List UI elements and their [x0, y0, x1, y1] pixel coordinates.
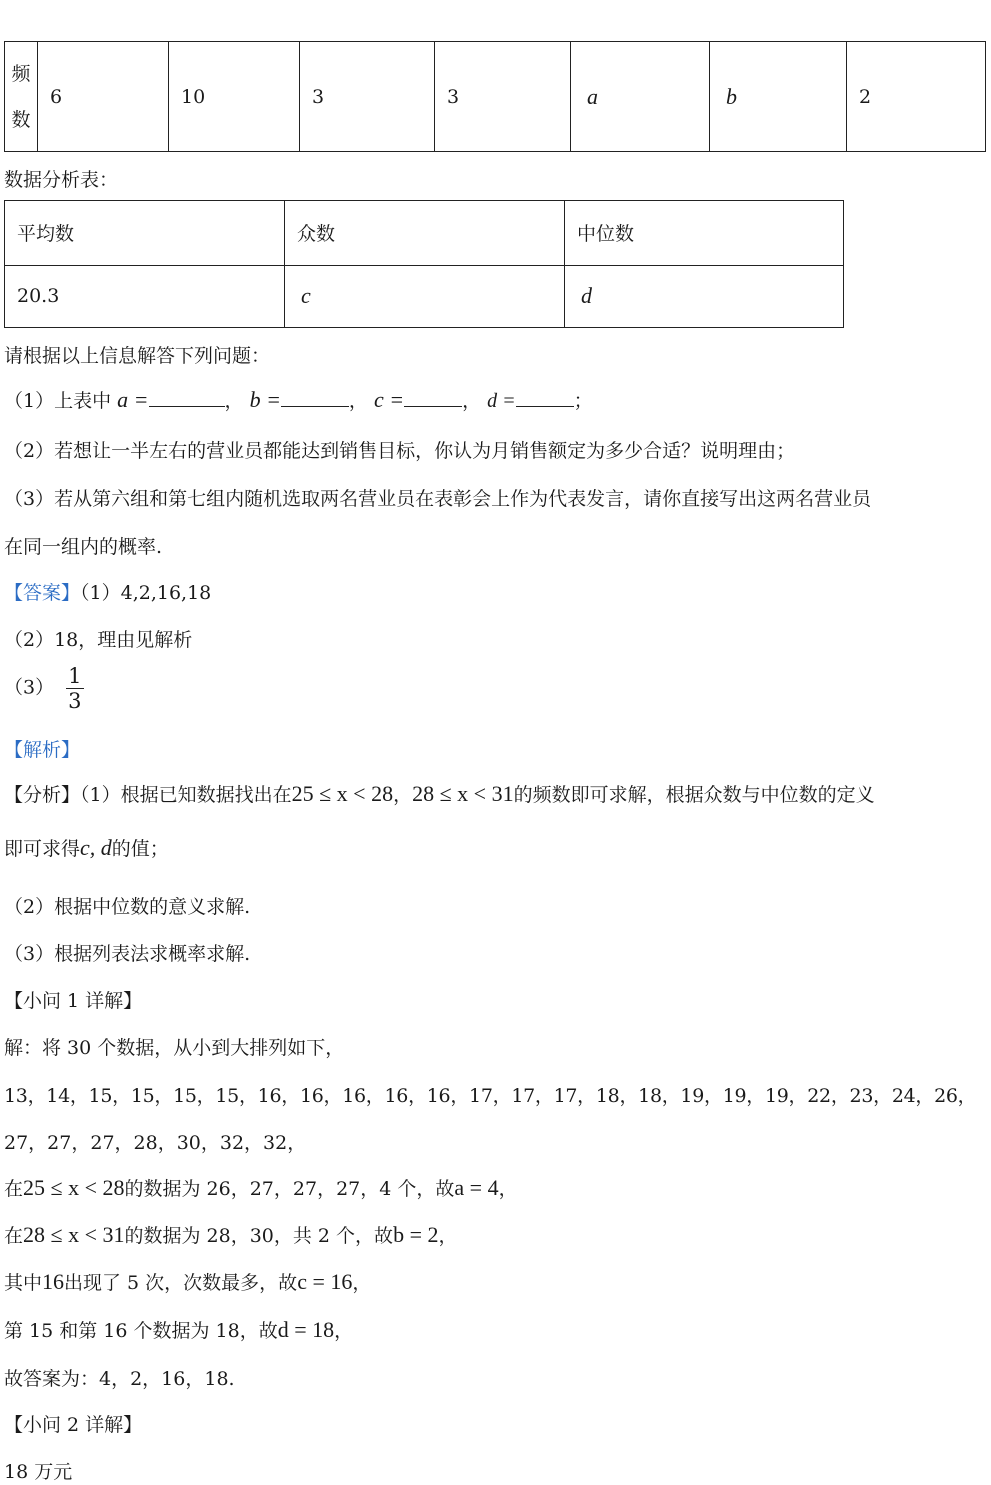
- table-row: [5, 42, 986, 152]
- answer-blank: [149, 388, 225, 407]
- frequency-row-label: 频 数: [5, 42, 38, 152]
- sub2-line-1: 18 万元: [4, 1461, 73, 1483]
- frequency-table: [4, 41, 986, 152]
- analysis-table-title: 数据分析表：: [4, 169, 119, 191]
- table-cell: 2: [847, 42, 986, 152]
- table-cell: b: [710, 42, 847, 152]
- fenxi-line-2: 即可求得c, d的值；: [4, 835, 169, 860]
- sub1-line-8: 故答案为：4，2，16，18.: [4, 1368, 235, 1390]
- answer-line-1: 【答案】（1）4,2,16,18: [4, 582, 212, 604]
- table-header: 平均数: [5, 201, 285, 266]
- fenxi-line-1: 【分析】（1）根据已知数据找出在25 ≤ x < 28，28 ≤ x < 31的频数即可求解，根据众数与中位数的定义: [4, 781, 875, 806]
- sub2-title: 【小问 2 详解】: [4, 1414, 143, 1436]
- answer-blank: [516, 388, 574, 407]
- table-cell: 3: [435, 42, 571, 152]
- table-cell: 6: [38, 42, 169, 152]
- sub1-line-4: 在25 ≤ x < 28的数据为 26，27，27，27，4 个，故a = 4，: [4, 1175, 518, 1200]
- table-header: 中位数: [565, 201, 844, 266]
- question-2: （2）若想让一半左右的营业员都能达到销售目标，你认为月销售额定为多少合适？说明理由；: [4, 440, 796, 462]
- sub1-line-5: 在28 ≤ x < 31的数据为 28，30，共 2 个，故b = 2，: [4, 1222, 458, 1247]
- table-cell: d: [565, 265, 844, 327]
- question-prompt: 请根据以上信息解答下列问题：: [4, 345, 271, 367]
- table-header: 众数: [285, 201, 565, 266]
- fenxi-line-3: （2）根据中位数的意义求解.: [4, 896, 251, 918]
- table-cell: 10: [169, 42, 300, 152]
- question-3-line-2: 在同一组内的概率.: [4, 536, 163, 558]
- table-row: [5, 201, 844, 266]
- answer-line-3: （3） $\frac{1}{3}$: [4, 664, 82, 713]
- table-row: [5, 265, 844, 327]
- question-3-line-1: （3）若从第六组和第七组内随机选取两名营业员在表彰会上作为代表发言，请你直接写出这两名营业员: [4, 488, 872, 510]
- fenxi-line-4: （3）根据列表法求概率求解.: [4, 943, 251, 965]
- sub1-line-6: 其中16出现了 5 次，次数最多，故c = 16，: [4, 1269, 372, 1294]
- answer-blank: [404, 388, 462, 407]
- analysis-tag: 【解析】: [4, 739, 81, 761]
- table-cell: 3: [300, 42, 435, 152]
- fraction: $\frac{1}{3}$: [68, 664, 82, 713]
- table-cell: 20.3: [5, 265, 285, 327]
- sub1-line-1: 解：将 30 个数据，从小到大排列如下，: [4, 1037, 345, 1059]
- answer-line-2: （2）18，理由见解析: [4, 629, 193, 651]
- sub1-line-3: 27，27，27，28，30，32，32，: [4, 1132, 307, 1154]
- analysis-table: [4, 200, 844, 328]
- sub1-title: 【小问 1 详解】: [4, 990, 143, 1012]
- table-cell: c: [285, 265, 565, 327]
- question-1: （1）上表中 a = ， b = ， c = ， d = ；: [4, 387, 593, 412]
- answer-tag: 【答案】: [4, 582, 81, 604]
- sub1-line-7: 第 15 和第 16 个数据为 18，故d = 18，: [4, 1317, 354, 1342]
- sub1-line-2: 13，14，15，15，15，15，16，16，16，16，16，17，17，17，18，18，19，19，19，22，23，24，26，: [4, 1085, 977, 1107]
- table-cell: a: [571, 42, 710, 152]
- answer-blank: [281, 388, 349, 407]
